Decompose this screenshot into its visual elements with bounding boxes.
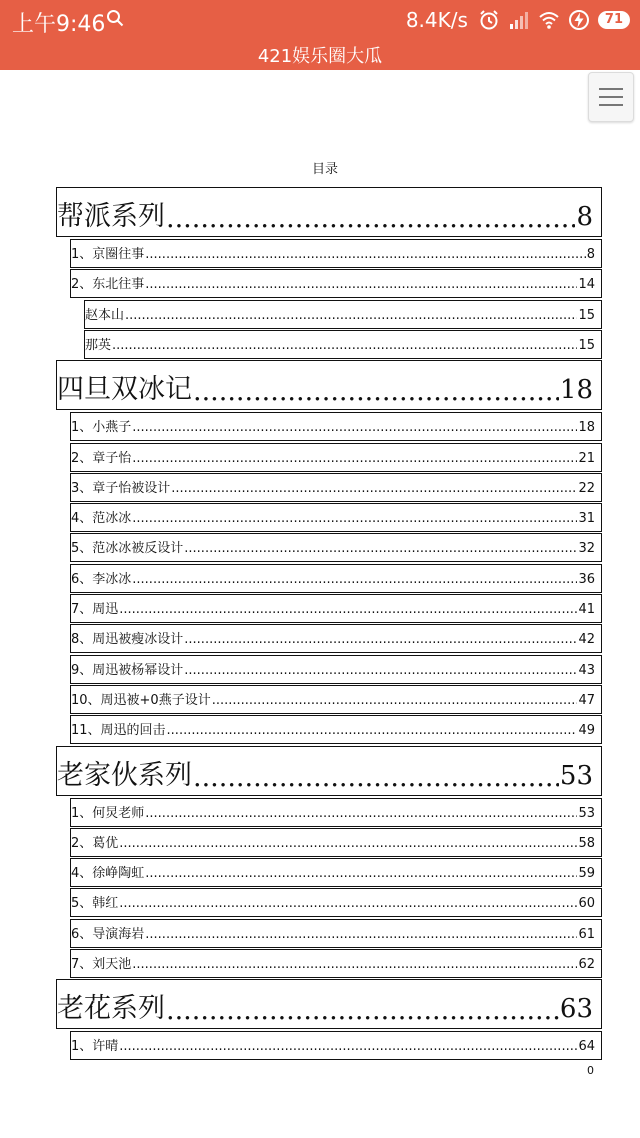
- toc-leader-dots: [145, 805, 577, 823]
- toc-leader-dots: [125, 307, 577, 325]
- toc-entry-label: 9、周迅被杨幂设计: [71, 662, 184, 678]
- toc-leader-dots: [184, 540, 577, 558]
- toc-entry-page: 15: [578, 337, 595, 353]
- toc-entry-label: 1、何炅老师: [71, 805, 145, 821]
- toc-entry[interactable]: [70, 624, 602, 653]
- charging-icon: [568, 9, 590, 31]
- toc-entry-page: 42: [578, 632, 595, 648]
- toc-entry[interactable]: [70, 533, 602, 562]
- search-icon: [106, 9, 124, 27]
- toc-entry[interactable]: [70, 888, 602, 917]
- toc-entry[interactable]: [70, 919, 602, 948]
- toc-entry-page: 22: [578, 480, 595, 496]
- toc-entry-label: 2、葛优: [71, 835, 119, 851]
- toc-entry-label: 赵本山: [85, 307, 125, 323]
- toc-entry[interactable]: [70, 949, 602, 978]
- toc-section-heading[interactable]: [56, 746, 602, 796]
- toc-entry-page: 49: [578, 723, 595, 739]
- toc-entry-label: 5、范冰冰被反设计: [71, 541, 184, 557]
- toc-leader-dots: [132, 450, 577, 468]
- toc-entry-label: 7、周迅: [71, 602, 119, 617]
- toc-leader-dots: [119, 835, 577, 853]
- toc-entry-label: 2、章子怡: [71, 450, 132, 466]
- toc-entry-label: 老花系列: [57, 993, 165, 1025]
- toc-leader-dots: [184, 631, 577, 649]
- toc-leader-dots: [166, 204, 575, 234]
- toc-entry-label: 老家伙系列: [57, 759, 192, 791]
- toc-entry[interactable]: [70, 715, 602, 744]
- toc-entry-label: 11、周迅的回击: [71, 723, 166, 739]
- status-indicators: [406, 6, 630, 34]
- toc-leader-dots: [145, 926, 577, 944]
- toc-entry-page: 53: [559, 760, 593, 791]
- toc-entry-label: 1、小燕子: [71, 420, 132, 436]
- toc-leader-dots: [112, 337, 577, 355]
- menu-icon: [599, 88, 623, 90]
- toc-entry-page: 43: [578, 662, 595, 678]
- toc-leader-dots: [193, 377, 559, 407]
- toc-leader-dots: [132, 419, 577, 437]
- toc-entry-page: 63: [559, 994, 593, 1025]
- page-number: 0: [587, 1064, 594, 1077]
- toc-entry-page: 36: [578, 571, 595, 587]
- network-speed: 8.4K/s: [405, 8, 468, 32]
- toc-entry-page: 62: [578, 957, 595, 972]
- toc-entry[interactable]: [70, 269, 602, 298]
- toc-leader-dots: [166, 996, 559, 1026]
- toc-leader-dots: [132, 956, 577, 974]
- toc-entry-page: 60: [578, 896, 595, 912]
- toc-entry[interactable]: [84, 330, 602, 359]
- toc-entry-page: 41: [578, 602, 595, 617]
- toc-leader-dots: [184, 662, 577, 680]
- toc-entry-page: 8: [586, 247, 595, 262]
- toc-entry-page: 59: [578, 866, 595, 882]
- toc-leader-dots: [145, 246, 585, 264]
- toc-entry-label: 4、徐峥陶虹: [71, 866, 145, 882]
- toc-entry-page: 58: [578, 835, 595, 851]
- menu-icon-bar: [599, 96, 623, 98]
- toc-entry-page: 53: [578, 805, 595, 821]
- toc-entry[interactable]: [84, 300, 602, 329]
- toc-leader-dots: [119, 601, 577, 619]
- toc-leader-dots: [193, 763, 559, 793]
- toc-entry-label: 8、周迅被瘦冰设计: [71, 632, 184, 648]
- toc-entry[interactable]: [70, 858, 602, 887]
- menu-button[interactable]: [588, 72, 634, 122]
- status-time: 上午9:46: [12, 12, 106, 37]
- toc-entry-label: 4、范冰冰: [71, 511, 132, 527]
- toc-entry-label: 1、许晴: [71, 1039, 119, 1055]
- toc-entry[interactable]: [70, 503, 602, 532]
- toc-entry[interactable]: [70, 412, 602, 441]
- toc-entry-page: 18: [559, 375, 593, 406]
- toc-entry-page: 32: [578, 541, 595, 557]
- toc-entry[interactable]: [70, 685, 602, 714]
- toc-entry[interactable]: [70, 655, 602, 684]
- toc-entry[interactable]: [70, 564, 602, 593]
- toc-entry-label: 那英: [85, 337, 112, 353]
- status-bar: [0, 0, 640, 40]
- menu-icon-bar: [599, 104, 623, 106]
- toc-entry[interactable]: [70, 1031, 602, 1060]
- toc-leader-dots: [212, 692, 578, 710]
- toc-entry-label: 2、东北往事: [71, 277, 145, 293]
- toc-entry-page: 61: [578, 926, 595, 942]
- toc-entry-page: 8: [576, 202, 593, 232]
- toc-leader-dots: [119, 895, 577, 913]
- toc-entry-page: 15: [578, 307, 595, 323]
- toc-leader-dots: [145, 276, 577, 294]
- toc-entry[interactable]: [70, 798, 602, 827]
- toc-leader-dots: [167, 722, 578, 740]
- toc-entry-label: 10、周迅被+0燕子设计: [71, 692, 211, 708]
- toc-entry-label: 帮派系列: [57, 201, 165, 232]
- toc-entry-page: 31: [578, 511, 595, 527]
- toc-section-heading[interactable]: [56, 360, 602, 410]
- toc-entry-label: 3、章子怡被设计: [71, 480, 171, 496]
- toc-entry[interactable]: [70, 443, 602, 472]
- toc-leader-dots: [145, 865, 577, 883]
- toc-entry-label: 6、李冰冰: [71, 571, 132, 587]
- app-title: 421娱乐圈大瓜: [257, 46, 383, 67]
- toc-leader-dots: [119, 1038, 577, 1056]
- alarm-icon: [478, 9, 500, 31]
- toc-entry-label: 四旦双冰记: [57, 374, 192, 406]
- toc-section-heading[interactable]: [56, 187, 602, 237]
- toc-entry-label: 6、导演海岩: [71, 926, 145, 942]
- document-title: 目录: [311, 162, 338, 177]
- battery-icon: 71: [598, 11, 630, 29]
- toc-entry-page: 47: [578, 692, 595, 708]
- wifi-icon: [538, 9, 560, 31]
- toc-leader-dots: [132, 510, 577, 528]
- toc-entry-label: 1、京圈往事: [71, 247, 145, 262]
- toc-entry[interactable]: [70, 473, 602, 502]
- toc-entry-label: 5、韩红: [71, 896, 119, 912]
- toc-leader-dots: [171, 480, 577, 498]
- toc-entry-page: 14: [578, 277, 595, 293]
- toc-entry[interactable]: [70, 594, 602, 623]
- signal-icon: [508, 9, 530, 31]
- toc-entry-page: 18: [578, 420, 595, 436]
- toc-entry-page: 21: [578, 450, 595, 466]
- toc-entry[interactable]: [70, 239, 602, 268]
- toc-section-heading[interactable]: [56, 979, 602, 1029]
- toc-entry-label: 7、刘天池: [71, 957, 132, 972]
- toc-entry[interactable]: [70, 828, 602, 857]
- toc-leader-dots: [132, 571, 577, 589]
- toc-entry-page: 64: [578, 1039, 595, 1055]
- top-bar: [0, 0, 640, 70]
